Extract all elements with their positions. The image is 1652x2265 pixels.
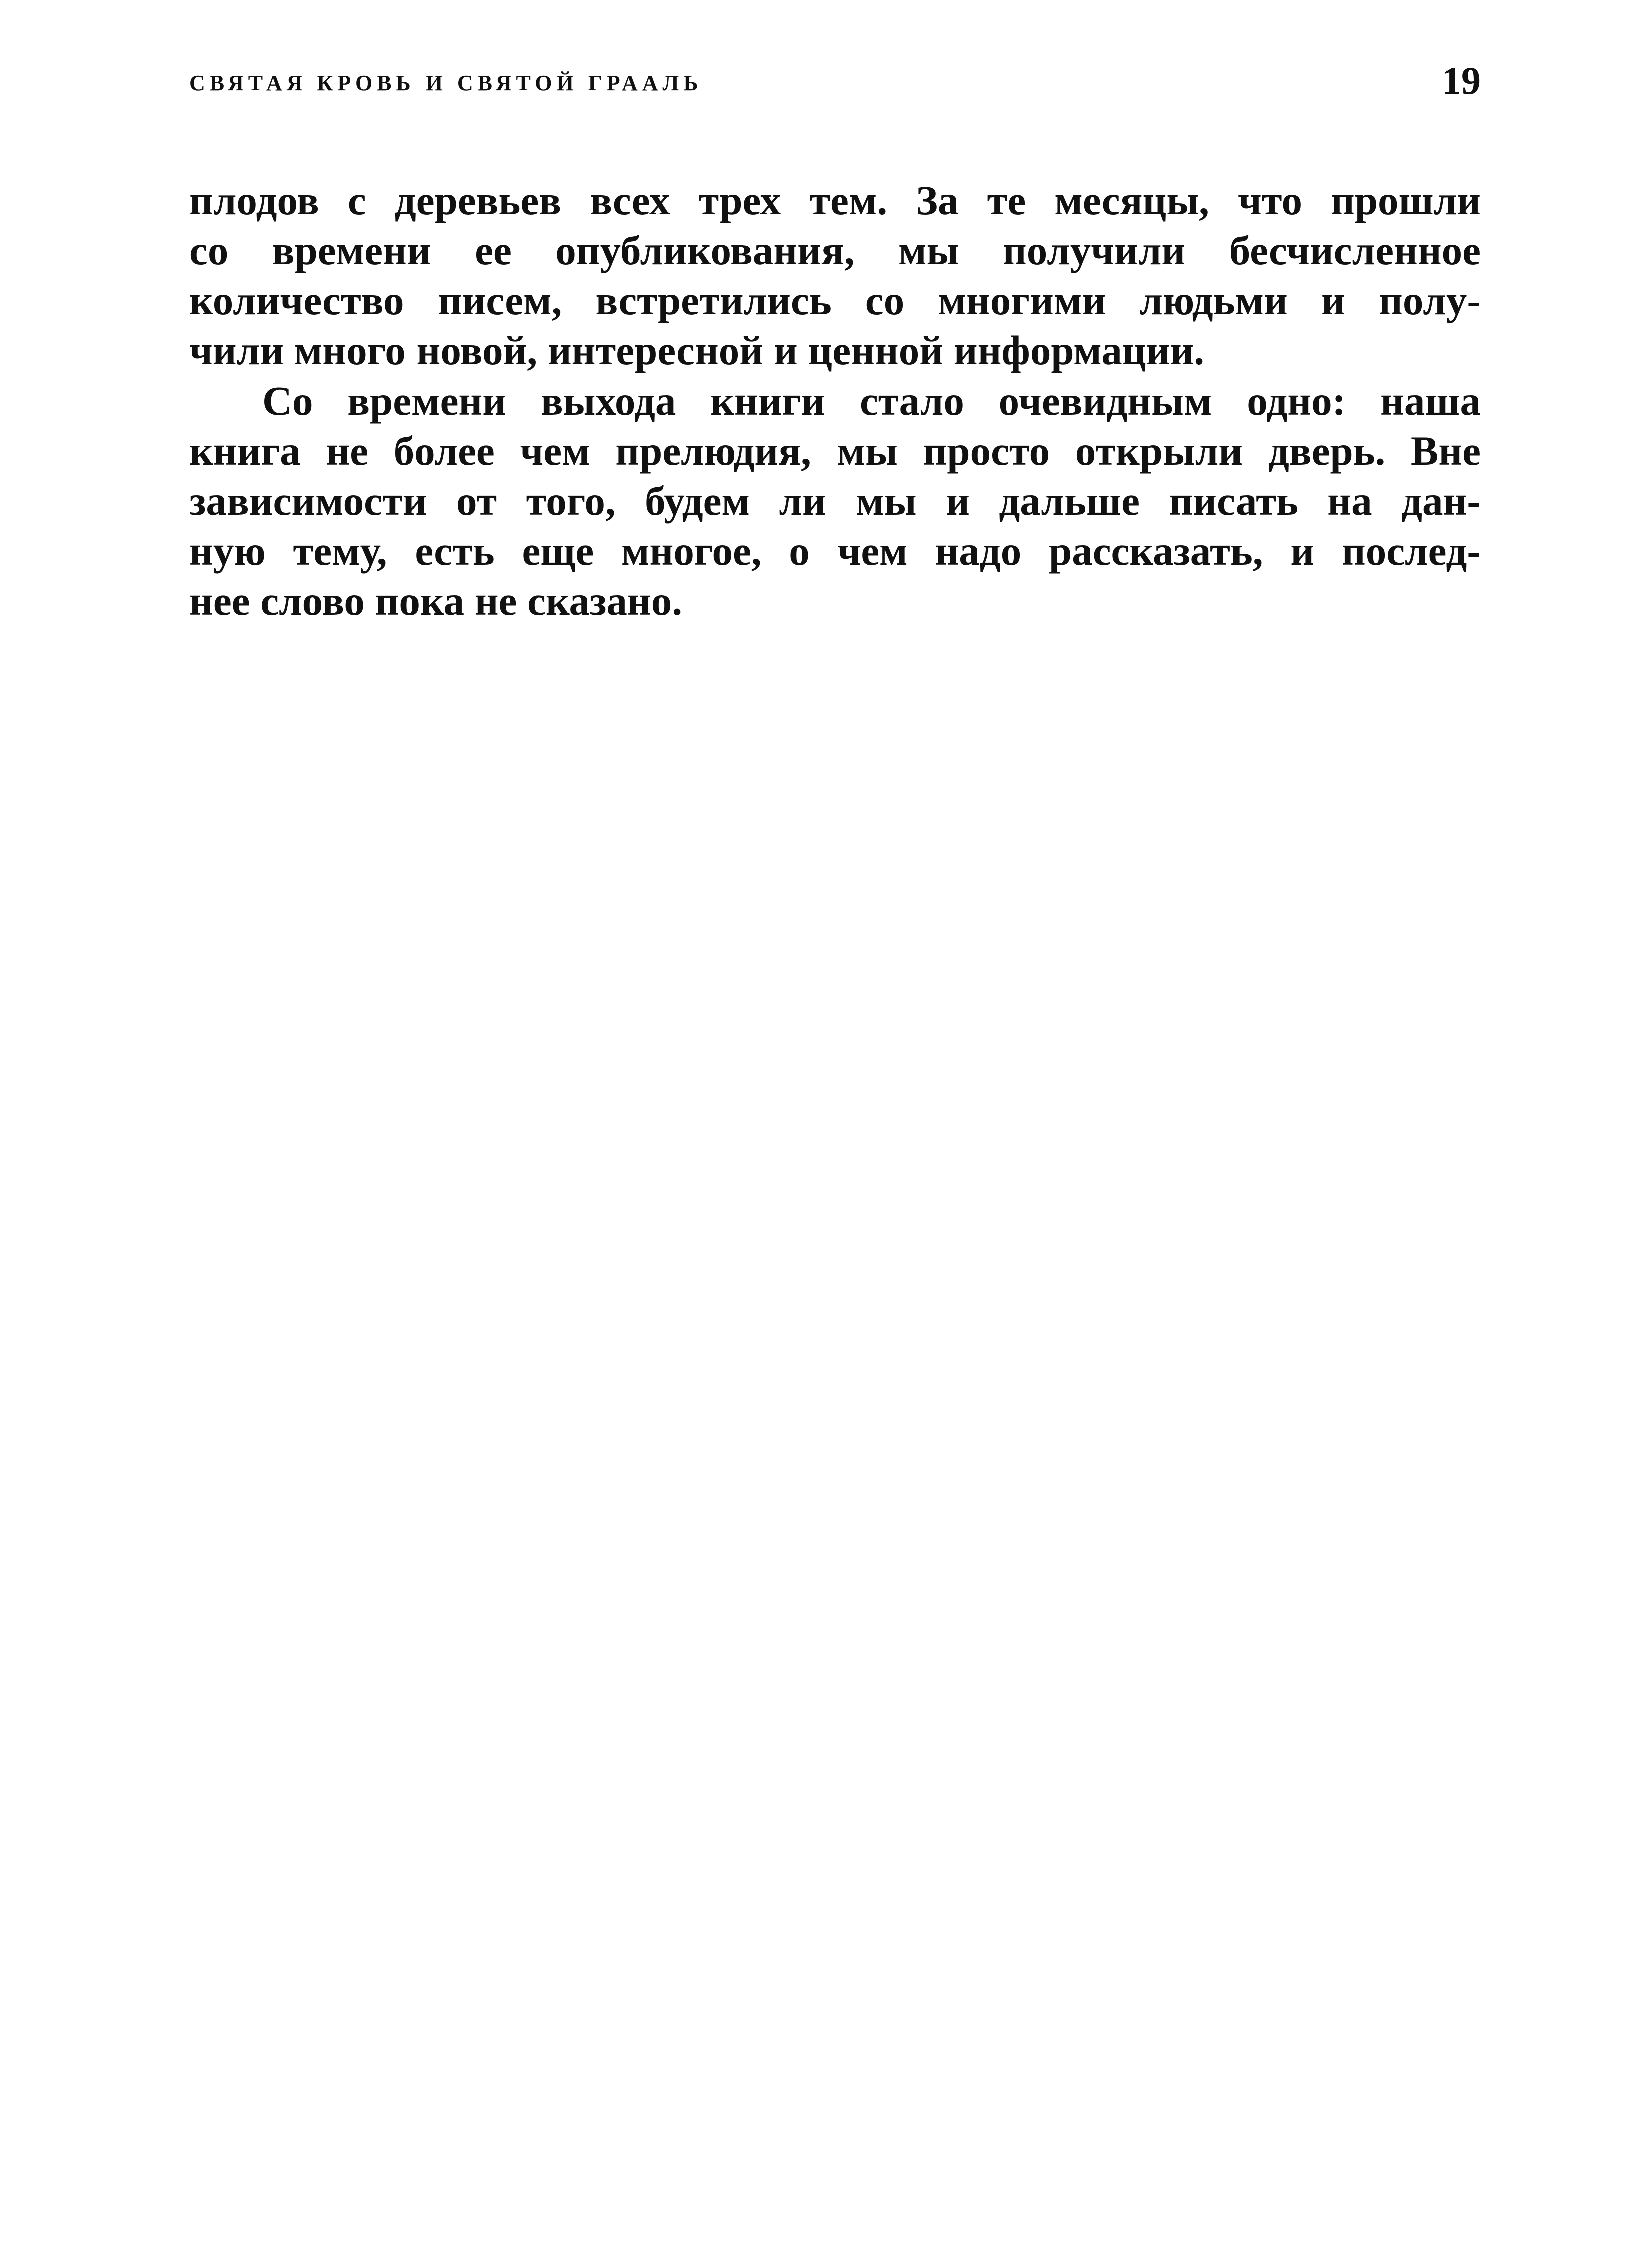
text-line: чили много новой, интересной и ценной информации. (189, 327, 1204, 373)
text-line: нее слово пока не сказано. (189, 578, 682, 624)
paragraph-2 (189, 375, 1481, 626)
text-line: плодов с деревьев всех трех тем. За те месяцы, что прошли (189, 177, 1481, 223)
body-text (189, 175, 1481, 626)
running-title: СВЯТАЯ КРОВЬ И СВЯТОЙ ГРААЛЬ (189, 71, 703, 95)
text-line: зависимости от того, будем ли мы и дальше писать на дан- (189, 478, 1481, 524)
page-number: 19 (1442, 59, 1481, 102)
text-line: книга не более чем прелюдия, мы просто открыли дверь. Вне (189, 428, 1481, 474)
text-line: Со времени выхода книги стало очевидным одно: наша (262, 378, 1481, 424)
text-line: со времени ее опубликования, мы получили бесчисленное (189, 227, 1481, 273)
paragraph-1 (189, 175, 1481, 375)
text-line: количество писем, встретились со многими людьми и полу- (189, 277, 1481, 323)
text-line: ную тему, есть еще многое, о чем надо рассказать, и послед- (189, 528, 1481, 574)
running-head (189, 59, 1481, 105)
